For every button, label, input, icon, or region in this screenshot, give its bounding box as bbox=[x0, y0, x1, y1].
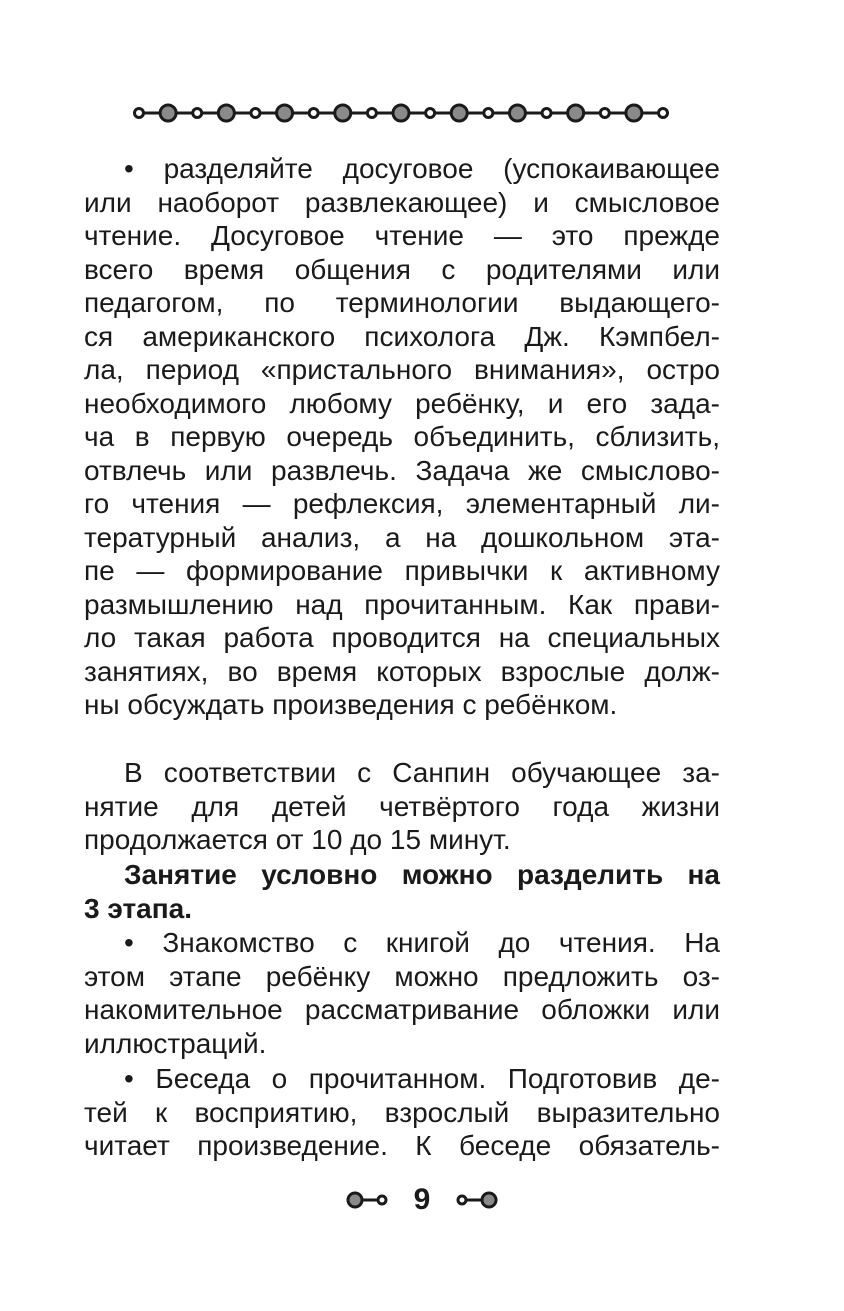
small-bead-icon bbox=[659, 109, 668, 118]
text-line: • Беседа о прочитанном. Подготовив де- bbox=[124, 1063, 720, 1094]
large-bead-icon bbox=[393, 105, 409, 121]
text-line: продолжается от 10 до 15 минут. bbox=[84, 824, 511, 855]
paragraph-2-text bbox=[84, 756, 720, 857]
large-bead-icon bbox=[335, 105, 351, 121]
small-bead-icon bbox=[542, 109, 551, 118]
large-bead-icon bbox=[509, 105, 525, 121]
text-line: этом этапе ребёнку можно предложить оз- bbox=[84, 960, 720, 992]
text-line: всего время общения с родителями или bbox=[84, 253, 720, 285]
text-line: Занятие условно можно разделить на bbox=[124, 859, 720, 890]
text-line: ча в первую очередь объединить, сблизить, bbox=[84, 421, 720, 452]
large-bead-icon bbox=[277, 105, 293, 121]
text-line: чтение. Досуговое чтение — это прежде bbox=[84, 220, 720, 251]
text-line: 3 этапа. bbox=[84, 892, 192, 924]
large-bead-icon bbox=[626, 105, 642, 121]
small-bead-icon bbox=[367, 109, 376, 118]
text-line: ся американского психолога Дж. Кэмпбел- bbox=[84, 320, 720, 352]
text-line: В соответствии с Санпин обучающее за- bbox=[124, 757, 720, 788]
paragraph-4 bbox=[84, 926, 720, 1060]
text-line: • разделяйте досуговое (успокаивающее bbox=[124, 153, 720, 184]
small-bead-icon bbox=[193, 109, 202, 118]
large-bead-icon bbox=[568, 105, 584, 121]
section-heading bbox=[84, 858, 720, 925]
text-line: педагогом, по терминологии выдающего- bbox=[84, 287, 720, 318]
small-bead-icon bbox=[600, 109, 609, 118]
text-line: читает произведение. К беседе обязатель- bbox=[84, 1130, 720, 1161]
paragraph-1-text bbox=[84, 152, 720, 722]
paragraph-5-text bbox=[84, 1062, 720, 1163]
page-number: 9 bbox=[413, 1183, 431, 1216]
small-bead-icon bbox=[426, 109, 435, 118]
small-bead-icon bbox=[484, 109, 493, 118]
text-line: пе — формирование привычки к активному bbox=[84, 555, 720, 586]
page-footer bbox=[0, 1180, 844, 1220]
paragraph-1 bbox=[84, 152, 720, 722]
text-line: ны обсуждать произведения с ребёнком. bbox=[84, 689, 618, 720]
large-bead-icon bbox=[160, 105, 176, 121]
text-line: тей к восприятию, взрослый выразительно bbox=[84, 1096, 720, 1128]
bead-link-left-icon bbox=[346, 1189, 390, 1211]
text-line: занятиях, во время которых взрослые долж- bbox=[84, 655, 720, 687]
large-bead-icon bbox=[451, 105, 467, 121]
text-line: отвлечь или развлечь. Задача же смыслово- bbox=[84, 454, 720, 486]
small-bead-icon bbox=[251, 109, 260, 118]
text-line: иллюстраций. bbox=[84, 1027, 267, 1059]
paragraph-5 bbox=[84, 1062, 720, 1163]
text-line: ла, период «пристального внимания», остро bbox=[84, 354, 720, 385]
text-line: ло такая работа проводится на специальных bbox=[84, 622, 720, 653]
text-line: го чтения — рефлексия, элементарный ли- bbox=[84, 488, 720, 519]
bead-chain-ornament bbox=[131, 100, 671, 126]
text-line: тературный анализ, а на дошкольном эта- bbox=[84, 521, 720, 553]
text-line: размышлению над прочитанным. Как прави- bbox=[84, 588, 720, 620]
small-bead-icon bbox=[135, 109, 144, 118]
small-bead-icon bbox=[309, 109, 318, 118]
text-line: или наоборот развлекающее) и смысловое bbox=[84, 186, 720, 218]
text-line: необходимого любому ребёнку, и его зада- bbox=[84, 387, 720, 419]
text-line: • Знакомство с книгой до чтения. На bbox=[124, 927, 720, 958]
bead-link-right-icon bbox=[454, 1189, 498, 1211]
section-heading-text bbox=[84, 858, 720, 925]
text-line: нятие для детей четвёртого года жизни bbox=[84, 790, 720, 822]
paragraph-2 bbox=[84, 756, 720, 857]
large-bead-icon bbox=[218, 105, 234, 121]
paragraph-4-text bbox=[84, 926, 720, 1060]
text-line: накомительное рассматривание обложки или bbox=[84, 994, 720, 1025]
